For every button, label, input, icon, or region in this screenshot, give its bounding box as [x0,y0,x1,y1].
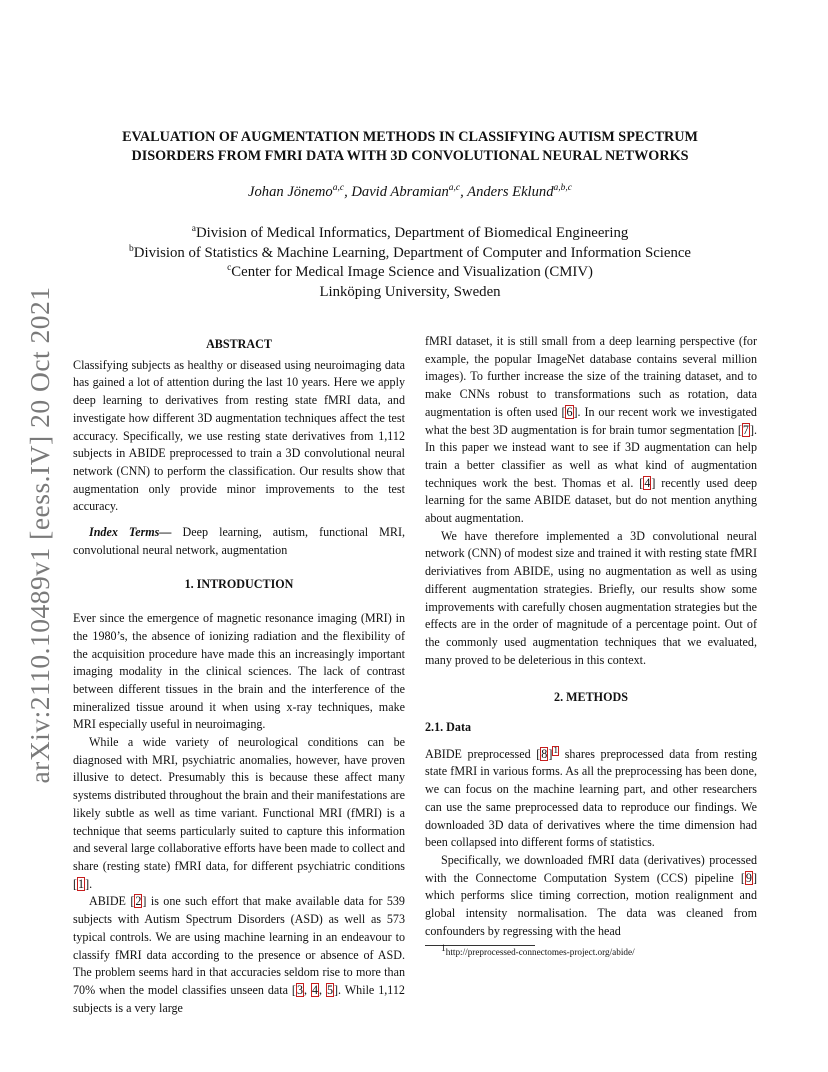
intro-paragraph-1: Ever since the emergence of magnetic resonance imaging (MRI) in the 1980’s, the absence of ionizing radiation and the flexibility of the acquisition procedure have made this an increasingly important imaging modality in the clinical sciences. The lack of contrast between different tissues in the brain and the interference of the mineralized tissue around it when using x-ray techniques, make MRI especially useful in neuroimaging. [73,611,405,732]
title-line-1: EVALUATION OF AUGMENTATION METHODS IN CLASSIFYING AUTISM SPECTRUM [122,129,698,145]
right-p3-text-a: ABIDE preprocessed [425,746,537,761]
index-terms-text: Deep learning, autism, functional MRI, convolutional neural network, augmentation [73,525,406,557]
footnote [425,943,757,959]
abstract-heading: ABSTRACT [206,337,272,351]
citation-8[interactable]: 8 [541,746,548,761]
intro-p3-text-b: is one such effort that make available data for 539 subjects with Autism Spectrum Disorders (ASD) as well as 573 typical controls. We are using machine learning in an endeavour to classify fMRI data according to the presence or absence of ASD. The problem seems hard in that accuracies seldom rise to more than 70% when the model classifies unseen data [ [73,894,405,997]
introduction-heading: 1. INTRODUCTION [184,577,294,592]
right-p1-text-b: . In our recent work we investigated what the best 3D augmentation is for brain tumor segmentation [425,404,757,437]
footnote-marker[interactable]: 1 [553,745,559,756]
citation-4b[interactable]: 4 [644,475,651,490]
right-paragraph-1: fMRI dataset, it is still small from a deep learning perspective (for example, the popular ImageNet database contains several million images). To further increase the size of the training dataset, and to make CNNs robust to transformations such as rotation, data augmentation is often used [6]. In our recent work we investigated what the best 3D augmentation is for brain tumor segmentation [7]. In this paper we instead want to see if 3D augmentation can help train a better classifier as well as what kind of augmentation techniques work the best. Thomas et al. [4] recently used deep learning for the same ABIDE dataset, but do not mention anything about augmentation. [425,334,757,526]
affiliation-a [60,224,760,244]
author-3-name: , Anders Eklund [460,184,554,200]
abstract-text: Classifying subjects as healthy or diseased using neuroimaging data has gained a lot of attention during the last 10 years. Here we apply deep learning to derivatives from resting state fMRI data, and investigate how different 3D augmentation techniques affect the test accuracy. Specifically, we use resting state derivatives from 1,112 subjects in ABIDE preprocessed to train a 3D convolutional neural network (CNN) to perform the classification. Our results show that augmentation only provide minor improvements to the test accuracy. [73,357,405,514]
affiliation-c-text: Center for Medical Image Science and Visualization (CMIV) [231,264,593,280]
citation-sep-1: , [303,982,311,997]
citation-4[interactable]: 4 [311,982,318,997]
right-p1-text-c: . In this paper we instead want to see if 3D augmentation can help train a better classifier as well as what kind of augmentation techniques work the best. Thomas et al. [425,422,757,490]
citation-5[interactable]: 5 [326,982,333,997]
citation-sep-2: , [318,982,326,997]
author-1-name: Johan Jönemo [248,184,333,200]
affiliation-a-mark: a [191,224,196,235]
data-subheading: 2.1. Data [425,720,472,735]
citation-1[interactable]: 1 [78,876,85,891]
affiliation-c [60,263,760,283]
affiliation-b-mark: b [129,243,134,254]
author-list [60,184,760,201]
intro-p3-text-c: ]. While 1,112 subjects is a very large [73,982,405,1015]
arxiv-identifier: arXiv:2110.10489v1 [eess.IV] 20 Oct 2021 [24,286,55,784]
intro-p2-end: . [89,876,93,891]
arxiv-sidebar [18,286,62,784]
affiliation-a-text: Division of Medical Informatics, Department of Biomedical Engineering [195,225,629,241]
right-p4-text-b: which performs slice timing correction, motion realignment and global intensity normalisation. The data was cleaned from confounders by regressing with the head [425,888,757,938]
right-p3-text-b: shares preprocessed data from resting state fMRI in various forms. As all the preprocessing has been done, we can focus on the machine learning part, and other researchers can use the same preprocessed data to reproduce our findings. We downloaded 3D data of derivatives where the time dimension had been collapsed into different forms of statistics. [425,746,757,850]
author-2-affil: a,c [448,183,461,194]
title-line-2: DISORDERS FROM FMRI DATA WITH 3D CONVOLUTIONAL NEURAL NETWORKS [131,148,689,164]
footnote-number: 1 [441,943,446,954]
citation-6[interactable]: 6 [566,404,573,419]
right-p4-text-a: Specifically, we downloaded fMRI data (derivatives) processed with the Connectome Computation System (CCS) pipeline [425,852,757,885]
affiliation-b-text: Division of Statistics & Machine Learning, Department of Computer and Information Science [133,244,691,261]
intro-paragraph-3: ABIDE [2] is one such effort that make available data for 539 subjects with Autism Spectrum Disorders (ASD) as well as 573 typical controls. We are using machine learning in an endeavour to classify fMRI data according to the presence or absence of ASD. The problem seems hard in that accuracies seldom rise to more than 70% when the model classifies unseen data [3, 4, 5]. While 1,112 subjects is a very large [73,894,405,1015]
intro-p3-text-a: ABIDE [89,894,131,909]
right-p1-text-a: fMRI dataset, it is still small from a deep learning perspective (for example, the popular ImageNet database contains several million images). To further increase the size of the training dataset, and to make CNNs robust to transformations such as rotation, data augmentation is often used [425,334,757,419]
affiliations [60,224,760,302]
author-3-affil: a,b,c [553,183,572,194]
footnote-url[interactable]: http://preprocessed-connectomes-project.org/abide/ [445,946,635,957]
affiliation-c-mark: c [227,263,232,274]
author-1-affil: a,c [332,183,345,194]
citation-7[interactable]: 7 [742,422,749,437]
right-column [425,333,757,959]
left-column [73,336,405,1017]
affiliation-b [60,244,760,264]
intro-p2-text: While a wide variety of neurological conditions can be diagnosed with MRI, psychiatric anomalies, however, have proven illusive to detect. Presumably this is because these affect many systems distributed throughout the brain and their manifestations are likely subtle as well as time variant. Functional MRI (fMRI) is a technique that seems particularly suited to capture this information and several large collaborative efforts have been made to collect and share (resting state) fMRI data, for different psychiatric conditions [73,735,405,873]
intro-paragraph-2: While a wide variety of neurological conditions can be diagnosed with MRI, psychiatric anomalies, however, have proven illusive to detect. Presumably this is because these affect many systems distributed throughout the brain and their manifestations are likely subtle as well as time variant. Functional MRI (fMRI) is a technique that seems particularly suited to capture this information and several large collaborative efforts have been made to collect and share (resting state) fMRI data, for different psychiatric conditions [1]. [73,735,405,891]
paper-title [60,128,760,166]
methods-heading: 2. METHODS [554,690,628,705]
right-paragraph-2: We have therefore implemented a 3D convolutional neural network (CNN) of modest size and trained it with resting state fMRI deriviatives from ABIDE, using no augmentation as well as using different augmentation strategies. Briefly, our results show some improvements with carefully chosen augmentation strategies but the effects are in the order of magnitude of a percentage point. Out of the commonly used augmentation techniques that we evaluated, many proved to be deleterious in this context. [425,528,757,667]
index-terms [73,524,405,559]
citation-9[interactable]: 9 [745,870,752,885]
right-p1-text-d: recently used deep learning for the same ABIDE dataset, but do not mention anything about augmentation. [425,475,757,526]
right-paragraph-4: Specifically, we downloaded fMRI data (derivatives) processed with the Connectome Computation System (CCS) pipeline [9] which performs slice timing correction, motion realignment and global intensity normalisation. The data was cleaned from confounders by regressing with the head [425,852,757,938]
citation-2[interactable]: 2 [135,894,142,909]
university: Linköping University, Sweden [319,283,501,300]
right-paragraph-3: ABIDE preprocessed [8]$^1$ shares preprocessed data from resting state fMRI in various forms. As all the preprocessing has been done, we can focus on the machine learning part, and other researchers can use the same preprocessed data to reproduce our findings. We downloaded 3D data of derivatives where the time dimension had been collapsed into different forms of statistics. [425,745,757,850]
author-2-name: , David Abramian [344,184,449,200]
citation-3[interactable]: 3 [296,982,303,997]
index-terms-label: Index Terms— [89,525,172,540]
